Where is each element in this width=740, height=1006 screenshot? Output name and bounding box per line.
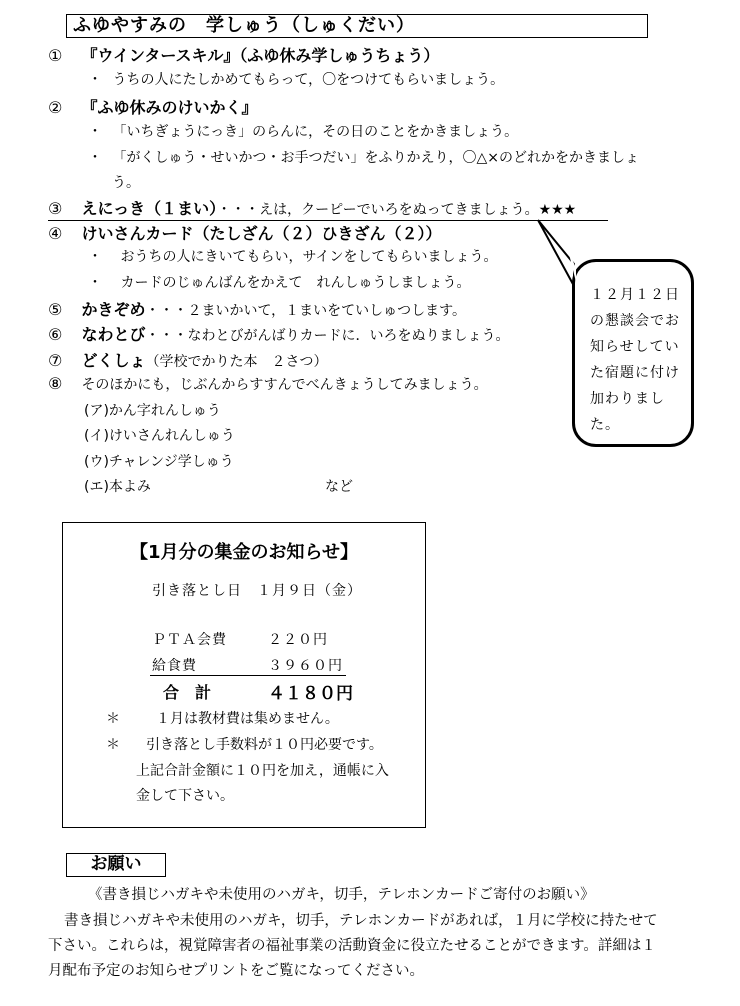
item-8 bbox=[48, 374, 488, 394]
lunch-fee-value: ３９６０円 bbox=[268, 658, 343, 674]
bullet-text: おうちの人にきいてもらい，サインをしてもらいましょう。 bbox=[120, 249, 498, 265]
item-title: 『ふゆ休みのけいかく』 bbox=[81, 98, 258, 117]
bullet-mark: ・ bbox=[88, 249, 102, 265]
pta-fee-label: ＰＴＡ会費 bbox=[152, 632, 227, 648]
bullet-item bbox=[88, 69, 504, 89]
extra-etc: など bbox=[325, 479, 353, 495]
callout-text: １２月１２日の懇談会でお知らせしていた宿題に付け加わりました。 bbox=[590, 287, 680, 433]
request-subtitle: 《書き損じハガキや未使用のハガキ，切手，テレホンカードご寄付のお願い》 bbox=[88, 887, 595, 903]
extra-item: (ア)かん字れんしゅう bbox=[84, 403, 221, 419]
item-number: ⑧ bbox=[48, 374, 63, 393]
bullet-mark: ・ bbox=[88, 150, 102, 166]
request-body-line: 月配布予定のお知らせプリントをご覧になってください。 bbox=[48, 963, 424, 979]
item-title: かきぞめ bbox=[81, 300, 146, 319]
item-5 bbox=[48, 297, 466, 320]
bullet-mark: ・ bbox=[88, 275, 102, 291]
extra-item: (エ)本よみ bbox=[84, 479, 151, 495]
item-detail: そのほかにも，じぶんからすすんでべんきょうしてみましょう。 bbox=[81, 377, 488, 393]
item-number: ② bbox=[48, 98, 63, 117]
sum-divider bbox=[150, 675, 346, 676]
item-number: ③ bbox=[48, 199, 63, 218]
note-text: 引き落とし手数料が１０円必要です。 bbox=[146, 737, 383, 753]
item-number: ⑦ bbox=[48, 351, 63, 370]
extra-item: (ウ)チャレンジ学しゅう bbox=[84, 454, 234, 470]
item-detail: （学校でかりた本 ２さつ） bbox=[145, 354, 328, 370]
request-body-line: 下さい。これらは，視覚障害者の福祉事業の活動資金に役立たせることができます。詳細は１ bbox=[48, 938, 656, 954]
item-2 bbox=[48, 95, 257, 118]
item-number: ⑥ bbox=[48, 325, 63, 344]
item-detail: ・・・２まいかいて，１まいをていしゅつします。 bbox=[145, 303, 467, 319]
bullet-text: 「がくしゅう・せいかつ・お手つだい」をふりかえり，〇△×のどれかをかきましょ bbox=[112, 150, 639, 166]
item-number: ④ bbox=[48, 224, 63, 243]
total-label: 合 計 bbox=[163, 683, 212, 702]
request-body-line: 書き損じハガキや未使用のハガキ，切手，テレホンカードがあれば，１月に学校に持たせて bbox=[64, 913, 658, 929]
item-4 bbox=[48, 221, 441, 244]
note-text: １月は教材費は集めません。 bbox=[156, 711, 339, 727]
note-text: 金して下さい。 bbox=[136, 788, 234, 804]
item-detail: ・・・えは，クーピーでいろをぬってきましょう。★★★ bbox=[217, 202, 577, 218]
bullet-item bbox=[88, 246, 497, 266]
request-heading: お願い bbox=[66, 853, 166, 877]
note-mark: ＊ bbox=[106, 737, 120, 753]
bullet-mark: ・ bbox=[88, 72, 102, 88]
lunch-fee-label: 給食費 bbox=[152, 658, 197, 674]
pta-fee-value: ２２０円 bbox=[268, 632, 328, 648]
item-3 bbox=[48, 196, 608, 221]
item-detail: ・・・なわとびがんばりカードに．いろをぬりましょう。 bbox=[145, 328, 510, 344]
bullet-text: うちの人にたしかめてもらって，〇をつけてもらいましょう。 bbox=[112, 72, 505, 88]
item-number: ① bbox=[48, 46, 63, 65]
page-title: ふゆやすみの 学しゅう（しゅくだい） bbox=[66, 14, 648, 38]
note-text: 上記合計金額に１０円を加え，通帳に入 bbox=[136, 763, 389, 779]
note-mark: ＊ bbox=[106, 711, 120, 727]
debit-date: 引き落とし日 １月９日（金） bbox=[152, 583, 362, 599]
item-7 bbox=[48, 348, 327, 371]
item-1 bbox=[48, 43, 439, 66]
bullet-item bbox=[88, 272, 470, 292]
bullet-mark: ・ bbox=[88, 124, 102, 140]
item-title: なわとび bbox=[81, 325, 146, 344]
item-title: どくしょ bbox=[81, 351, 146, 370]
bullet-item bbox=[88, 121, 518, 141]
item-title: えにっき（１まい） bbox=[81, 199, 218, 218]
bullet-text: カードのじゅんばんをかえて れんしゅうしましょう。 bbox=[120, 275, 471, 291]
notice-title: 【1月分の集金のお知らせ】 bbox=[130, 542, 358, 563]
bullet-item bbox=[88, 147, 639, 167]
callout-pointer-join bbox=[560, 250, 592, 290]
item-6 bbox=[48, 322, 509, 345]
total-value: ４１８０円 bbox=[268, 684, 353, 704]
extra-item: (イ)けいさんれんしゅう bbox=[84, 428, 235, 444]
bullet-text: 「いちぎょうにっき」のらんに，その日のことをかきましょう。 bbox=[112, 124, 519, 140]
bullet-text-continued: う。 bbox=[112, 175, 140, 191]
item-title: 『ウインタースキル』（ふゆ休み学しゅうちょう） bbox=[81, 46, 440, 65]
item-number: ⑤ bbox=[48, 300, 63, 319]
item-title: けいさんカード（たしざん（２）ひきざん（２）） bbox=[81, 224, 442, 243]
